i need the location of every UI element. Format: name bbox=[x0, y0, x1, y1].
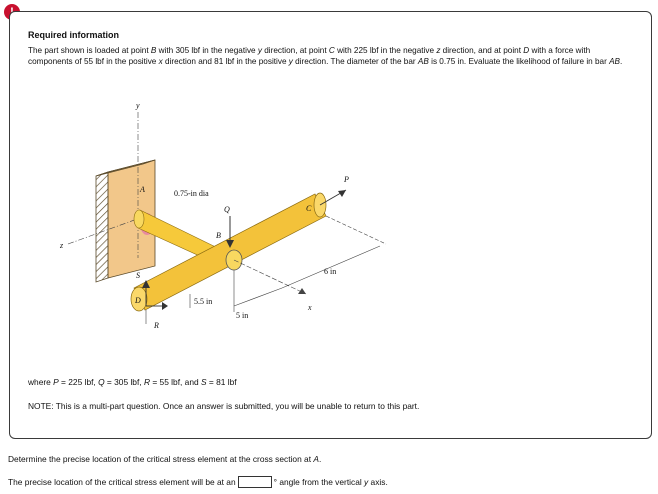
label-diameter: 0.75-in dia bbox=[174, 189, 209, 198]
label-p: P bbox=[344, 175, 349, 184]
label-b: B bbox=[216, 231, 221, 240]
label-y-axis: y bbox=[136, 101, 140, 110]
label-5-5-in: 5.5 in bbox=[194, 297, 213, 306]
label-5-in: 5 in bbox=[236, 311, 249, 320]
answer-suffix: ° angle from the vertical y axis. bbox=[273, 477, 388, 487]
label-r: R bbox=[154, 321, 159, 330]
problem-statement: The part shown is loaded at point B with 305 lbf in the negative y direction, at point C with 225 lbf in the negative z direction, and at point D with a force with components of 55 lbf in the positive x direction and 81 lbf in the positive y direction. The diameter of the bar AB is 0.75 in. Evaluate the likelihood of failure in bar AB. bbox=[28, 46, 623, 66]
multi-part-note: NOTE: This is a multi-part question. Once an answer is submitted, you will be unable to return to this part. bbox=[28, 401, 420, 411]
panel-heading: Required information bbox=[28, 30, 120, 40]
label-q: Q bbox=[224, 205, 230, 214]
angle-answer-input[interactable] bbox=[238, 476, 272, 488]
label-a: A bbox=[140, 185, 145, 194]
label-6-in: 6 in bbox=[324, 267, 337, 276]
label-c: C bbox=[306, 204, 312, 213]
answer-prefix: The precise location of the critical stress element will be at an bbox=[8, 477, 236, 487]
bar-ab-end bbox=[134, 210, 144, 228]
answer-row bbox=[8, 476, 388, 488]
label-s: S bbox=[136, 271, 140, 280]
label-x-axis: x bbox=[308, 303, 312, 312]
label-z-axis: z bbox=[60, 241, 64, 250]
given-values: where P = 225 lbf, Q = 305 lbf, R = 55 lbf, and S = 81 lbf bbox=[28, 377, 237, 387]
part-figure bbox=[50, 98, 410, 338]
question-text: Determine the precise location of the critical stress element at the cross section at A. bbox=[8, 454, 322, 464]
x-axis bbox=[234, 260, 306, 294]
label-d: D bbox=[135, 296, 141, 305]
